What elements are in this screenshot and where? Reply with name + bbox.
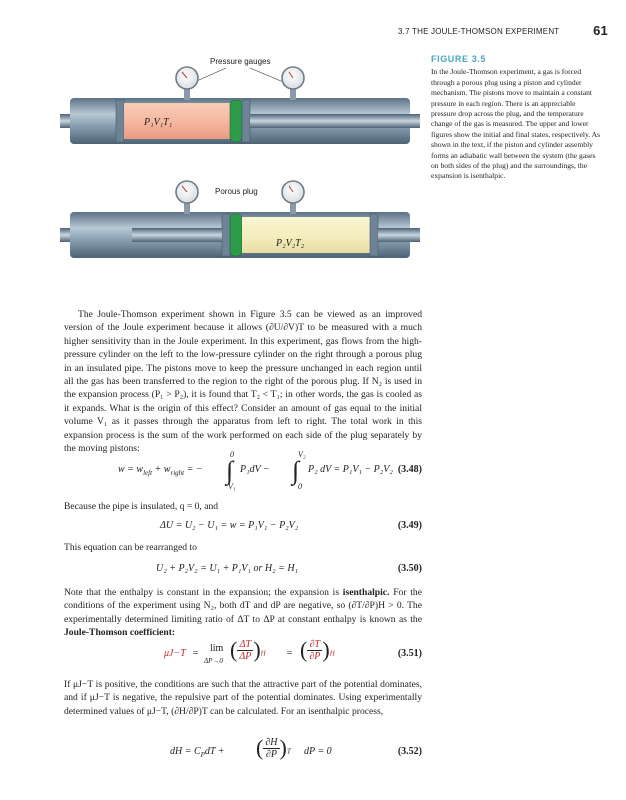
integral-sign: ∫: [292, 456, 300, 485]
eq-term: + w: [152, 464, 171, 475]
piston-rod-right: [250, 114, 420, 128]
joule-thomson-figure: [60, 48, 420, 298]
paragraph-4-text: [64, 586, 422, 640]
paragraph-2: [64, 500, 422, 513]
state-initial-label: P₁V₁T₁: [144, 117, 173, 128]
figure-caption-title: FIGURE 3.5: [431, 54, 487, 64]
gauge-stem: [290, 202, 296, 214]
paragraph-1-text: The Joule-Thomson experiment shown in Figure 3.5 can be viewed as an improved version of the Joule experiment because it allows (∂U/∂V)T to be measured with a much higher sensitivity than in the Joule experiment. In this experiment, gas flows from the high-pressure cylinder on the left to the low-pressure cylinder on the right through a porous plug in an insulated pipe. The pistons move to keep the pressure unchanged in each region until all the gas has been transferred to the region to the right of the porous plug. If N₂ is used in the expansion process (P₁ > P₂), it is found that T₂ < T₁; in other words, the gas is cooled as it expands. What is the origin of this effect? Consider an amount of gas equal to the initial volume V₁ as it passes through the apparatus from left to right. The total work in this expansion process is the sum of the work performed on each side of the plug separately by the moving pistons:: [64, 309, 422, 455]
paragraph-4: [64, 586, 422, 640]
piston-left: [116, 100, 124, 142]
gas-region-final: [242, 217, 370, 253]
integral-lower-limit: 0: [298, 482, 302, 491]
paragraph-5: [64, 678, 422, 718]
gauge-stem: [184, 202, 190, 214]
integral-lower-limit: V₁: [228, 482, 236, 491]
equals-sign: =: [286, 648, 293, 659]
eq-subscript: P: [200, 751, 205, 759]
eq-term: w = w: [118, 464, 144, 475]
integral-upper-limit: 0: [230, 450, 234, 459]
gas-region-initial: [124, 103, 230, 139]
page-number: 61: [593, 23, 608, 38]
paragraph-3-text: This equation can be rearranged to: [64, 542, 197, 553]
integral-sign: ∫: [226, 456, 234, 485]
paragraph-2-text: Because the pipe is insulated, q = 0, and: [64, 501, 219, 512]
figure-caption-text: In the Joule-Thomson experiment, a gas is forced through a porous plug using a piston and cylinder mechanism. The pistons move to maintain a constant pressure in each region. There is an appreciable pressure drop across the plug, and the temperature change of the gas is measured. The upper and lower figures show the initial and final states, respectively. As shown in the text, if the piston and cylinder assembly forms an adiabatic wall between the system (the gases on both sides of the plug) and the surroundings, the expansion is isenthalpic.: [431, 67, 601, 181]
integral-body: P₁dV −: [240, 464, 270, 475]
piston-right: [242, 100, 250, 142]
porous-plug: [230, 214, 242, 256]
equation-3-48: [64, 452, 422, 492]
equation-number: (3.50): [397, 563, 422, 574]
figure-caption: [431, 54, 601, 182]
paragraph-1: [64, 308, 422, 455]
piston-rod-left-extended: [132, 228, 222, 242]
term-joule-thomson-coefficient: Joule-Thomson coefficient:: [64, 627, 176, 639]
equation-expression: U₂ + P₂V₂ = U₁ + P₁V₁ or H₂ = H₁: [156, 563, 299, 574]
fraction-partial: ( $\frac{\partial H}{\partial P}$ )$_T$: [256, 735, 291, 760]
eq-subscript: right: [170, 469, 185, 477]
porous-plug-label: Porous plug: [215, 187, 258, 196]
equation-expression: ΔU = U₂ − U₁ = w = P₁V₁ − P₂V₂: [160, 520, 299, 531]
eq-subscript: T: [286, 747, 291, 756]
fraction-partial: ( $\frac{\partial T}{\partial P}$ )$_H$: [300, 637, 335, 662]
running-head-section: 3.7 THE JOULE-THOMSON EXPERIMENT: [398, 27, 560, 36]
eq-term: = −: [184, 464, 203, 475]
upper-apparatus: [60, 67, 420, 144]
fraction-numerator: ∂H: [265, 736, 278, 748]
integral-upper-limit: V₂: [298, 450, 306, 459]
equation-3-50: [64, 563, 422, 579]
running-head: [398, 23, 608, 38]
eq-subscript: H: [329, 649, 335, 658]
equation-number: (3.52): [397, 746, 422, 757]
pressure-gauges-label: Pressure gauges: [210, 57, 271, 66]
limit-operator: lim: [210, 643, 224, 654]
gauge-stem: [184, 88, 190, 100]
eq-subscript: H: [260, 649, 266, 658]
fraction-denominator: ΔP: [239, 650, 252, 662]
mu-jt-symbol: μJ−T: [164, 648, 186, 659]
fraction-numerator: ∂T: [307, 639, 322, 651]
apparatus-diagram: [60, 48, 420, 298]
integral-body: P₂ dV = P₁V₁ − P₂V₂: [308, 464, 393, 475]
fraction-numerator: ΔT: [237, 639, 253, 651]
piston-right: [370, 214, 378, 256]
eq-term: dT +: [204, 746, 225, 757]
paragraph-3: [64, 541, 422, 554]
equation-3-52: [64, 736, 422, 770]
equation-3-51: [64, 638, 422, 672]
equation-lhs: [170, 746, 225, 759]
equals-sign: =: [192, 648, 199, 659]
porous-plug: [230, 100, 242, 142]
fraction-denominator: ∂P: [309, 650, 321, 662]
piston-rod-right: [378, 228, 420, 242]
eq-term: dH = C: [170, 746, 201, 757]
eq-subscript: left: [143, 469, 153, 477]
fraction-delta: ( $\frac{\Delta T}{\Delta P}$ )$_H$: [230, 637, 266, 662]
piston-left: [222, 214, 230, 256]
term-isenthalpic: isenthalpic.: [342, 587, 390, 598]
equation-number: (3.48): [397, 464, 422, 475]
equation-3-48-lhs: [118, 464, 203, 477]
equation-3-49: [64, 520, 422, 536]
text-run: For the conditions of the experiment using N₂, both dT and dP are negative, so (∂T/∂P)H > 0. The experimentally determined limiting ratio of ΔT to ΔP at constant enthalpy is known as the: [64, 587, 422, 625]
equation-number: (3.49): [397, 520, 422, 531]
text-run: Note that the enthalpy is constant in the expansion; the expansion is: [64, 587, 343, 598]
limit-subscript: ΔP→0: [204, 657, 223, 665]
paragraph-5-text: If μJ−T is positive, the conditions are such that the attractive part of the potential dominates, and if μJ−T is negative, the repulsive part of the potential dominates. Using experimentally determined values of μJ−T, (∂H/∂P)T can be calculated. For an isenthalpic process,: [64, 679, 422, 717]
fraction-denominator: ∂P: [265, 748, 277, 760]
equation-number: (3.51): [397, 648, 422, 659]
gauge-stem: [290, 88, 296, 100]
state-final-label: P₂V₂T₂: [276, 238, 305, 249]
equation-rhs: dP = 0: [304, 746, 332, 757]
